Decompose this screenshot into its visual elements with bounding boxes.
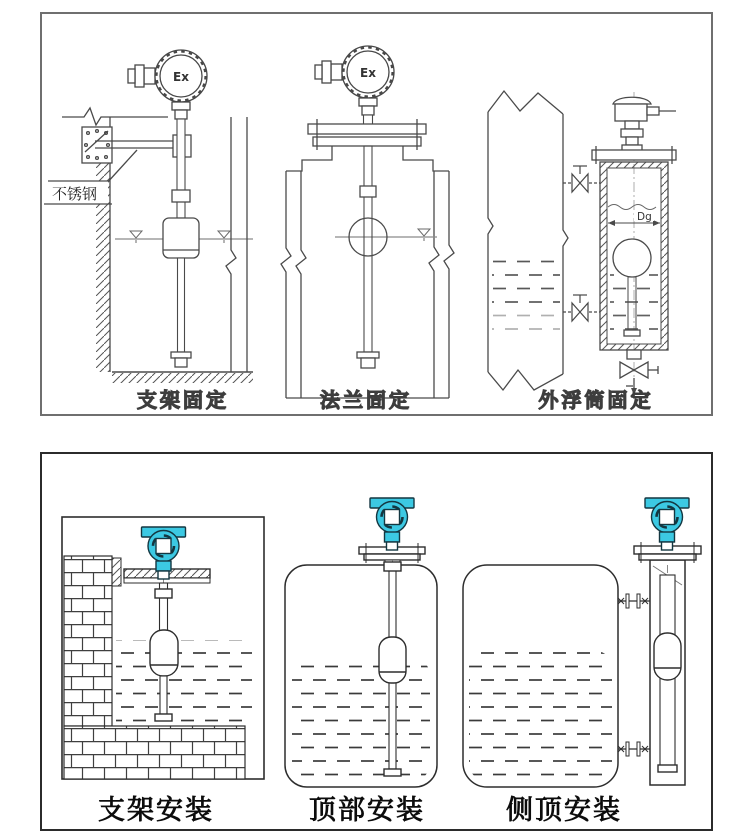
float-body bbox=[150, 630, 178, 676]
bracket-fixing-drawing bbox=[44, 50, 253, 383]
float-body bbox=[163, 218, 199, 258]
external-chamber-fixing-drawing bbox=[488, 91, 676, 395]
fixing-methods-panel bbox=[40, 12, 713, 416]
transmitter-3 bbox=[645, 498, 689, 550]
caption-bracket-fixing: 支架固定 bbox=[137, 388, 229, 412]
side-top-installation-drawing bbox=[463, 498, 701, 787]
fixing-methods-drawing bbox=[42, 14, 711, 414]
flange-fixing-drawing bbox=[281, 46, 454, 398]
lower-connection-pipe bbox=[618, 742, 650, 756]
float-body bbox=[654, 633, 681, 680]
installation-methods-panel bbox=[40, 452, 713, 831]
dg-label: Dg bbox=[637, 211, 652, 223]
ex-head-2 bbox=[315, 46, 394, 115]
caption-external-chamber-fixing: 外浮筒固定 bbox=[538, 388, 654, 412]
transmitter-2 bbox=[370, 498, 414, 550]
lower-isolating-valve bbox=[572, 295, 588, 321]
junction-box-head bbox=[613, 97, 676, 158]
caption-bracket-installation: 支架安装 bbox=[98, 795, 214, 826]
bracket-installation-drawing bbox=[62, 517, 264, 779]
caption-side-top-installation: 侧顶安装 bbox=[506, 795, 622, 826]
chamber-float bbox=[613, 239, 651, 277]
top-installation-drawing bbox=[285, 498, 437, 787]
stainless-steel-label: 不锈钢 bbox=[52, 185, 98, 203]
float-body bbox=[379, 637, 406, 683]
ex-head-1 bbox=[128, 50, 207, 119]
mounting-flange bbox=[308, 119, 426, 150]
wall-mount-plate bbox=[82, 127, 112, 163]
external-chamber bbox=[650, 560, 685, 785]
installation-methods-drawing bbox=[42, 454, 711, 829]
caption-top-installation: 顶部安装 bbox=[309, 795, 425, 826]
upper-connection-pipe bbox=[618, 594, 650, 608]
upper-isolating-valve bbox=[572, 166, 588, 192]
caption-flange-fixing: 法兰固定 bbox=[320, 388, 412, 412]
